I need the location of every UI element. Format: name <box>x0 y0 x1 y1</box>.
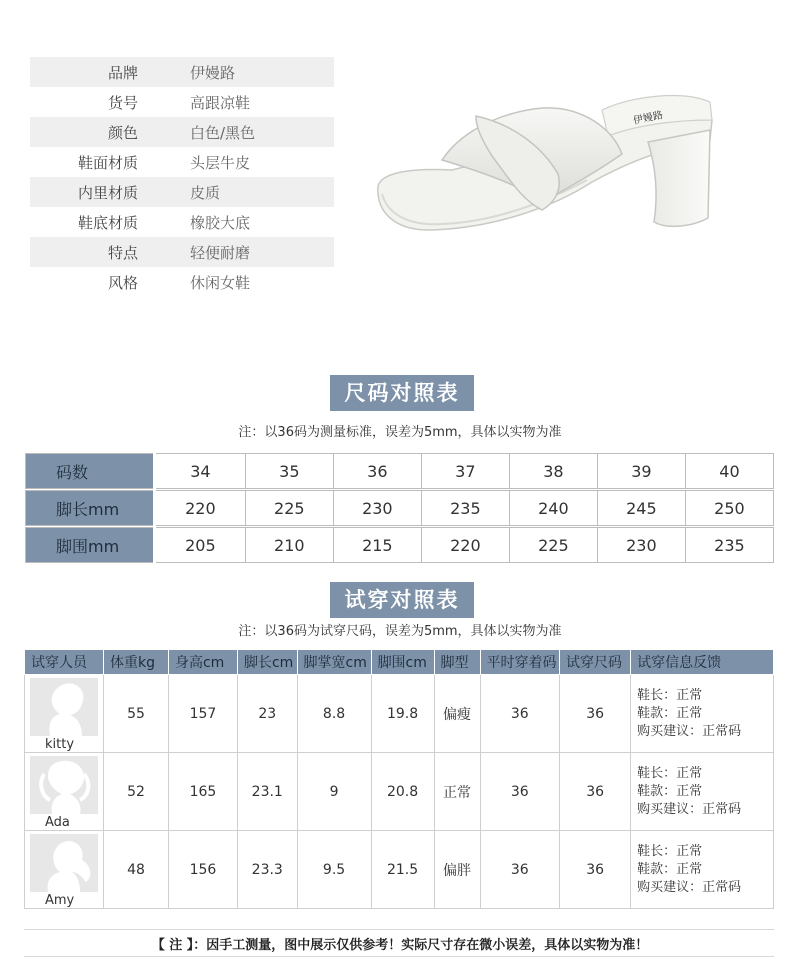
spec-row <box>30 117 334 147</box>
foot-width-cell: 9.5 <box>297 831 371 909</box>
spec-row <box>30 237 334 267</box>
spec-label: 鞋底材质 <box>77 213 138 232</box>
size-cell: 37 <box>421 454 509 489</box>
size-cell: 245 <box>597 491 685 526</box>
fit-chart-title: 试穿对照表 <box>330 582 474 618</box>
size-row-header: 脚长mm <box>26 491 155 526</box>
spec-value: 头层牛皮 <box>190 153 251 172</box>
foot-length-cell: 23.3 <box>237 831 297 909</box>
spec-value: 休闲女鞋 <box>190 273 251 292</box>
size-chart-note: 注：以36码为测量标准，误差为5mm，具体以实物为准 <box>238 425 562 440</box>
sandal-product-image <box>372 90 717 240</box>
svg-text:伊嫚路: 伊嫚路 <box>632 109 664 127</box>
feedback-cell <box>631 831 774 909</box>
feedback-length: 鞋长：正常 <box>637 687 703 703</box>
spec-label: 鞋面材质 <box>77 153 138 172</box>
fit-row <box>25 753 774 831</box>
size-row-header: 脚围mm <box>26 528 155 563</box>
feedback-cell <box>631 753 774 831</box>
size-cell: 215 <box>333 528 421 563</box>
spec-row <box>30 267 334 297</box>
feedback-length: 鞋长：正常 <box>637 843 703 859</box>
size-cell: 235 <box>685 528 773 563</box>
spec-value: 白色/黑色 <box>190 117 334 147</box>
size-cell: 210 <box>245 528 333 563</box>
fit-chart-table <box>24 649 774 909</box>
spec-value: 橡胶大底 <box>190 213 251 232</box>
fit-column-header: 脚型 <box>434 650 480 675</box>
fit-chart-note: 注：以36码为试穿尺码，误差为5mm，具体以实物为准 <box>238 624 562 639</box>
foot-width-cell: 9 <box>297 753 371 831</box>
spec-value: 伊嫚路 <box>190 57 334 87</box>
feedback-advice: 购买建议：正常码 <box>637 801 742 817</box>
tried-size-cell: 36 <box>560 831 631 909</box>
spec-value: 轻便耐磨 <box>190 237 334 267</box>
spec-value: 皮质 <box>190 177 334 207</box>
foot-length-cell: 23 <box>237 675 297 753</box>
spec-label: 特点 <box>30 237 190 267</box>
foot-girth-cell: 20.8 <box>371 753 434 831</box>
tester-name: kitty <box>45 737 75 752</box>
size-cell: 225 <box>509 528 597 563</box>
spec-label: 颜色 <box>30 117 190 147</box>
spec-label: 内里材质 <box>30 177 190 207</box>
spec-row <box>30 87 334 117</box>
fit-column-header: 脚长cm <box>237 650 297 675</box>
height-cell: 165 <box>168 753 237 831</box>
weight-cell: 55 <box>104 675 169 753</box>
usual-size-cell: 36 <box>480 675 559 753</box>
size-cell: 220 <box>155 491 246 526</box>
usual-size-cell: 36 <box>480 831 559 909</box>
foot-type-cell: 偏胖 <box>434 831 480 909</box>
footer-note: 【 注 】：因手工测量，图中展示仅供参考！实际尺寸存在微小误差，具体以实物为准！ <box>151 938 649 953</box>
size-cell: 36 <box>333 454 421 489</box>
feedback-style: 鞋款：正常 <box>637 705 703 721</box>
size-cell: 39 <box>597 454 685 489</box>
fit-column-header: 试穿信息反馈 <box>631 650 774 675</box>
spec-row <box>30 207 334 237</box>
footer-divider-top <box>24 929 774 930</box>
size-cell: 205 <box>155 528 246 563</box>
spec-value: 高跟凉鞋 <box>190 93 251 112</box>
feedback-length: 鞋长：正常 <box>637 765 703 781</box>
size-row-header: 码数 <box>26 454 155 489</box>
size-cell: 40 <box>685 454 773 489</box>
feedback-style: 鞋款：正常 <box>637 861 703 877</box>
tester-name: Ada <box>45 815 70 830</box>
feedback-advice: 购买建议：正常码 <box>637 723 742 739</box>
size-cell: 225 <box>245 491 333 526</box>
foot-width-cell: 8.8 <box>297 675 371 753</box>
spec-label: 品牌 <box>30 57 190 87</box>
spec-row <box>30 147 334 177</box>
fit-row <box>25 831 774 909</box>
fit-column-header: 脚掌宽cm <box>297 650 371 675</box>
tester-avatar <box>30 756 98 814</box>
tester-avatar <box>30 834 98 892</box>
fit-column-header: 脚围cm <box>371 650 434 675</box>
feedback-style: 鞋款：正常 <box>637 783 703 799</box>
weight-cell: 48 <box>104 831 169 909</box>
tester-cell <box>25 753 104 831</box>
size-cell: 38 <box>509 454 597 489</box>
size-cell: 230 <box>597 528 685 563</box>
footer-divider-bottom <box>24 956 774 957</box>
height-cell: 156 <box>168 831 237 909</box>
spec-label: 货号 <box>107 93 138 112</box>
spec-row <box>30 57 334 87</box>
size-cell: 230 <box>333 491 421 526</box>
foot-type-cell: 偏瘦 <box>434 675 480 753</box>
fit-row <box>25 675 774 753</box>
tester-cell <box>25 675 104 753</box>
foot-type-cell: 正常 <box>434 753 480 831</box>
product-spec-table <box>30 57 334 297</box>
tester-cell <box>25 831 104 909</box>
usual-size-cell: 36 <box>480 753 559 831</box>
fit-column-header: 身高cm <box>168 650 237 675</box>
foot-girth-cell: 19.8 <box>371 675 434 753</box>
tester-avatar <box>30 678 98 736</box>
size-cell: 34 <box>155 454 246 489</box>
size-cell: 35 <box>245 454 333 489</box>
size-cell: 235 <box>421 491 509 526</box>
feedback-cell <box>631 675 774 753</box>
size-cell: 240 <box>509 491 597 526</box>
tester-name: Amy <box>45 893 75 908</box>
size-row <box>26 491 774 526</box>
spec-row <box>30 177 334 207</box>
size-row <box>26 454 774 489</box>
size-chart-title: 尺码对照表 <box>330 375 474 411</box>
foot-length-cell: 23.1 <box>237 753 297 831</box>
size-cell: 220 <box>421 528 509 563</box>
height-cell: 157 <box>168 675 237 753</box>
tried-size-cell: 36 <box>560 675 631 753</box>
spec-label: 风格 <box>107 273 138 292</box>
tried-size-cell: 36 <box>560 753 631 831</box>
size-cell: 250 <box>685 491 773 526</box>
size-chart-table <box>25 453 774 563</box>
fit-column-header: 体重kg <box>104 650 169 675</box>
fit-column-header: 试穿人员 <box>25 650 104 675</box>
fit-column-header: 试穿尺码 <box>560 650 631 675</box>
size-row <box>26 528 774 563</box>
weight-cell: 52 <box>104 753 169 831</box>
feedback-advice: 购买建议：正常码 <box>637 879 742 895</box>
fit-column-header: 平时穿着码 <box>480 650 559 675</box>
foot-girth-cell: 21.5 <box>371 831 434 909</box>
